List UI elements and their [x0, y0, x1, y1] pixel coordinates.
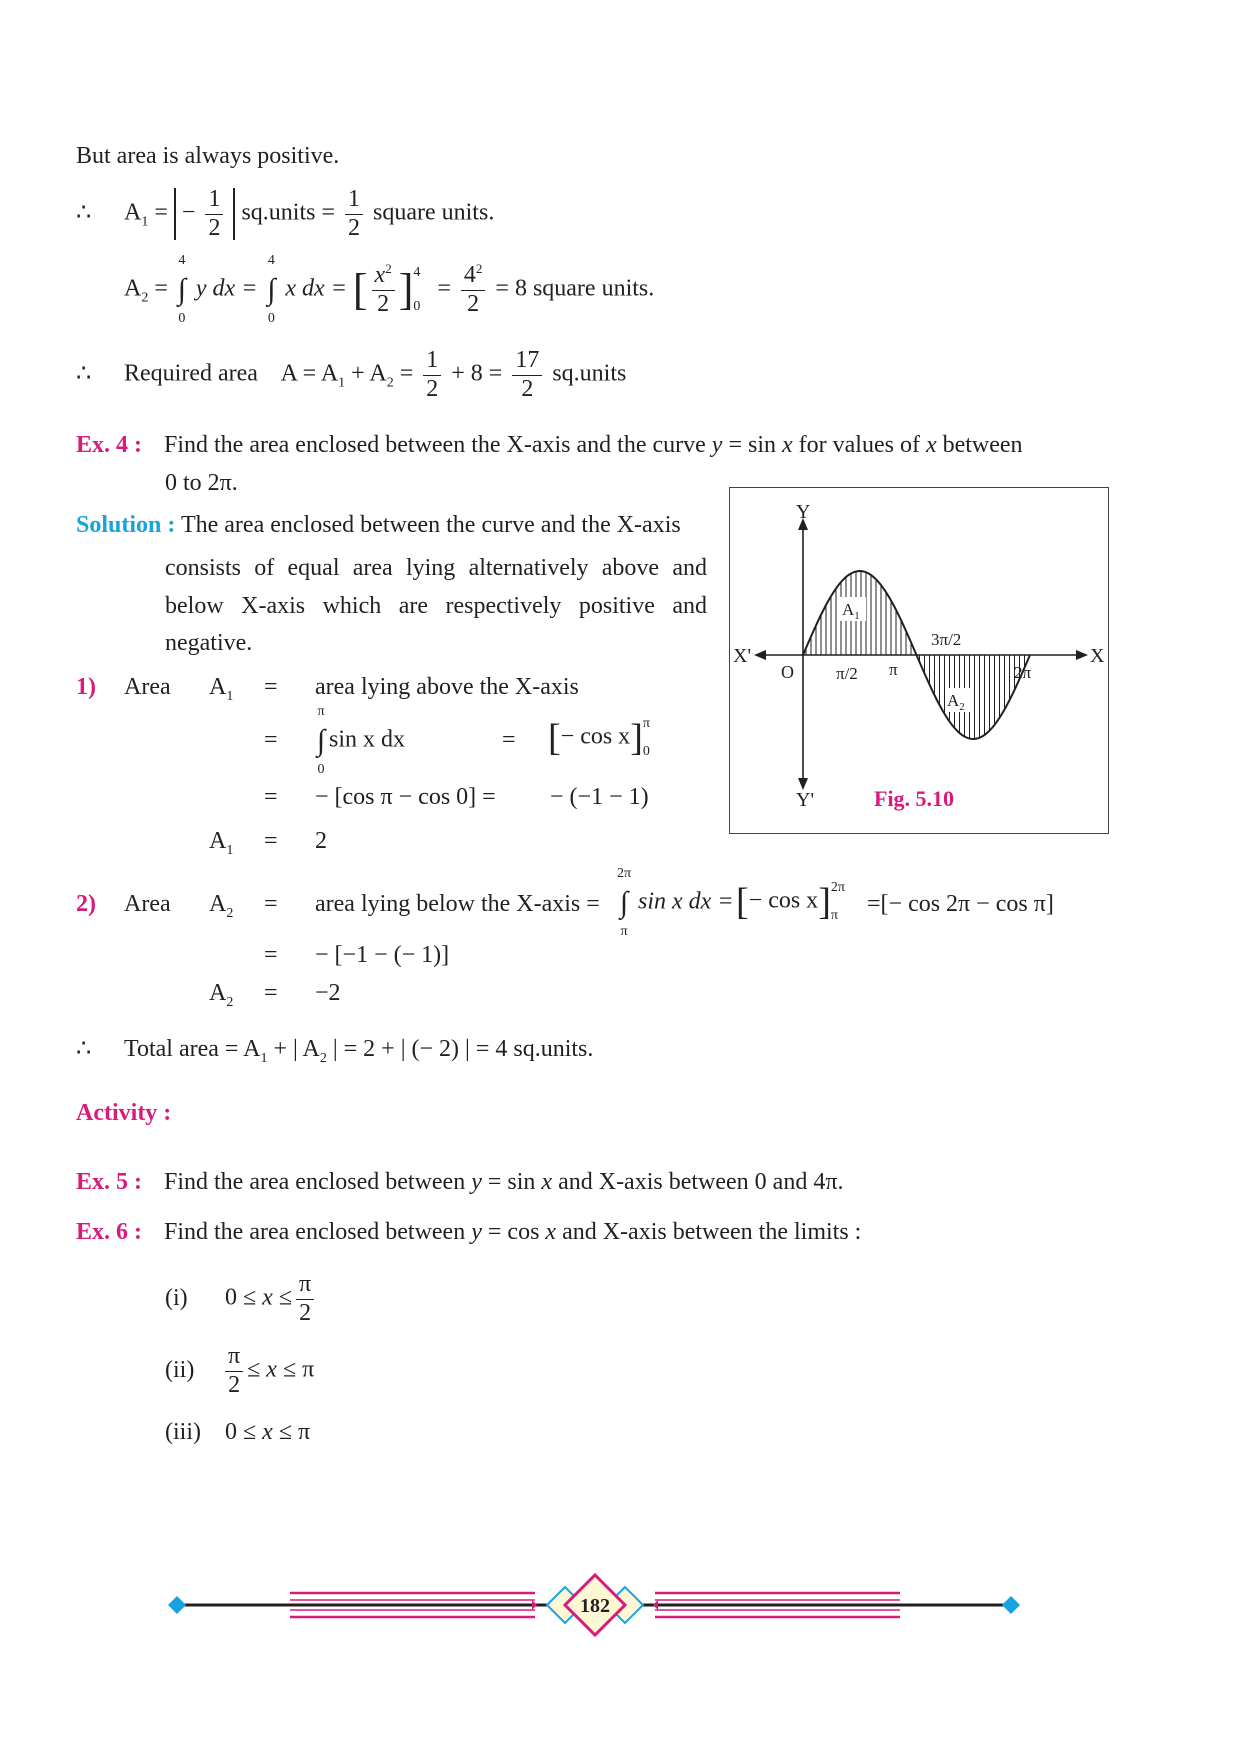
part1-a1: $A_1$: [209, 674, 234, 704]
part1-eq4: =: [264, 784, 278, 810]
part2-integral: ∫ 2π π sin x dx =: [616, 866, 734, 939]
part2-tail: =[− cos 2π − cos π]: [867, 891, 1054, 917]
part1-line3: − [cos π − cos 0] =: [315, 784, 496, 810]
label-a1: $A_1$: [842, 600, 860, 622]
limit-iii: (iii) 0 ≤ x ≤ π: [165, 1419, 311, 1445]
part2-line2: − [−1 − (− 1)]: [315, 942, 450, 968]
part1-result: 2: [315, 828, 327, 854]
part2-a2-result: $A_2$: [209, 980, 234, 1010]
part2-bracket: [− cos x] 2π π: [736, 880, 845, 923]
tick-pi-over-2: π/2: [836, 664, 858, 683]
part1-area-label: Area: [124, 674, 171, 700]
part2-result: −2: [315, 980, 341, 1006]
right-diamond-icon: [1002, 1596, 1020, 1614]
a2-integral-equation: $A_2$ = ∫ 4 0 y dx = ∫ 4 0 x dx = [ $\frac{x^2}{2}$ ] 4 0 = $\frac{4^2}{2}$ = 8 square units.: [124, 253, 655, 327]
part2-a2: $A_2$: [209, 891, 234, 921]
part1-eq2: =: [264, 727, 278, 753]
x-neg-arrow: [754, 650, 766, 660]
ex5-question: Ex. 5 : Find the area enclosed between y = sin x and X-axis between 0 and 4π.: [76, 1169, 844, 1195]
ex4-label: Ex. 4 :: [76, 432, 142, 458]
tick-pi: π: [889, 660, 898, 679]
label-a2: $A_2$: [947, 691, 965, 713]
label-x-neg: X': [733, 645, 752, 667]
left-diamond-icon: [168, 1596, 186, 1614]
part1-line3b: − (−1 − 1): [550, 784, 649, 810]
a1-abs-equation: ∴ $A_1$ = − $\frac{1}{2}$ sq.units = $\frac{1}{2}$ square units.: [76, 186, 495, 241]
part2-eq2: =: [264, 942, 278, 968]
part1-bracket: [− cos x] π 0: [548, 716, 650, 759]
activity-heading: Activity :: [76, 1100, 172, 1126]
part2-eq1: =: [264, 891, 278, 917]
part2-num: 2): [76, 891, 96, 917]
figure-5-10: [729, 487, 1109, 834]
therefore-symbol: ∴: [76, 199, 92, 226]
tick-2pi: 2π: [1014, 663, 1032, 682]
part2-area-label: Area: [124, 891, 171, 917]
label-origin: O: [781, 662, 794, 682]
sine-curve-graph: [730, 488, 1110, 835]
label-x: X: [1090, 645, 1105, 667]
footer-ornament: [165, 1572, 1025, 1642]
limit-i: (i) 0 ≤ x ≤ $\frac{\pi}{2}$: [165, 1271, 318, 1327]
part1-eq1: =: [264, 674, 278, 700]
part1-num: 1): [76, 674, 96, 700]
ex6-label: Ex. 6 :: [76, 1219, 142, 1245]
tick-3pi-over-2: 3π/2: [931, 630, 962, 649]
part1-eq5: =: [264, 828, 278, 854]
ex4-question-line2: 0 to 2π.: [165, 470, 238, 496]
page-number: 182: [580, 1595, 610, 1617]
solution-body: consists of equal area lying alternatively above and below X-axis which are respectively positive and negative.: [165, 555, 707, 656]
part1-integral: ∫ π 0 sin x dx: [316, 704, 406, 777]
ex5-label: Ex. 5 :: [76, 1169, 142, 1195]
part2-eq3: =: [264, 980, 278, 1006]
label-y: Y: [796, 501, 811, 523]
total-area-line: ∴ Total area = $A_1$ + | $A_2$ | = 2 + | (− 2) | = 4 sq.units.: [76, 1036, 594, 1066]
part1-a1-result: $A_1$: [209, 828, 234, 858]
solution-label: Solution :: [76, 512, 176, 538]
ex6-question: Ex. 6 : Find the area enclosed between y = cos x and X-axis between the limits :: [76, 1219, 862, 1245]
part1-eq3: =: [502, 727, 516, 753]
figure-caption: Fig. 5.10: [874, 786, 955, 811]
limit-ii: (ii) $\frac{\pi}{2}$ ≤ x ≤ π: [165, 1343, 315, 1398]
required-area-equation: ∴ Required area $A = A_1 + A_2$ = $\frac{1}{2}$ + 8 = $\frac{17}{2}$ sq.units: [76, 347, 627, 402]
label-y-neg: Y': [796, 789, 815, 811]
ex4-question: Ex. 4 : Find the area enclosed between the X-axis and the curve y = sin x for values of x between: [76, 432, 1023, 458]
solution-first-line: Solution : The area enclosed between the curve and the X-axis: [76, 512, 681, 538]
part2-desc: area lying below the X-axis =: [315, 891, 600, 917]
x-axis-arrow: [1076, 650, 1088, 660]
text-area-positive: But area is always positive.: [76, 143, 340, 169]
part1-desc: area lying above the X-axis: [315, 674, 579, 700]
